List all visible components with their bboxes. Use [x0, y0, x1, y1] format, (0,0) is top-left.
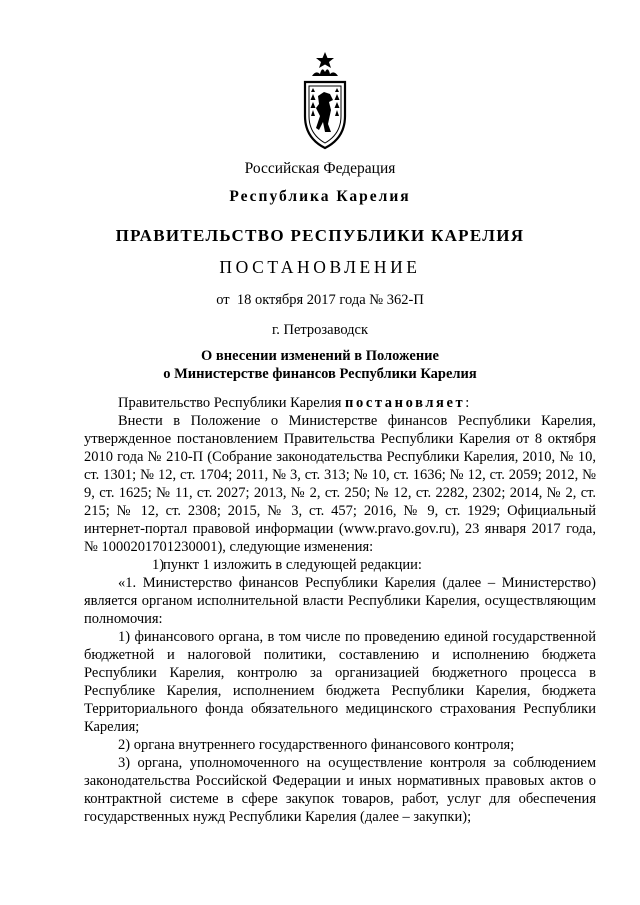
issuing-city: г. Петрозаводск — [271, 322, 369, 338]
paragraph-point-3: 3) органа, уполномоченного на осуществление контроля за соблюдением законодательства Российской Федерации и иных нормативных правовых актов о контрактной системе в сфере закупок товаров, работ, услуг для обеспечения государственных нужд Республики Карелия (далее – закупки); — [84, 755, 596, 825]
paragraph-amendment: Внести в Положение о Министерстве финансов Республики Карелия, утвержденное постановлением Правительства Республики Карелия от 8 октября 2010 года № 210-П (Собрание законодательства Республики Карелия, 2010, № 10, ст. 1301; № 12, ст. 1704; 2011, № 3, ст. 313; № 10, ст. 1636; № 12, ст. 2059; 2012, № 9, ст. 1625; № 11, ст. 2027; 2013, № 2, ст. 250; № 12, ст. 2282, 2302; 2014, № 2, ст. 215; № 12, ст. 2308; 2015, № 3, ст. 457; 2016, № 9, ст. 1929; Официальный интернет-портал правовой информации (www.pravo.gov.ru), 23 января 2017 года, № 1000201701230001), следующие изменения: — [84, 413, 596, 555]
subject-line-1: О внесении изменений в Положение — [201, 348, 439, 364]
paragraph-point-1: 1) финансового органа, в том числе по проведению единой государственной бюджетной и налоговой политики, составлению и исполнению бюджета Республики Карелия, контролю за организацией бюджетного процесса в Республике Карелия, исполнением бюджета Республики Карелия, бюджета Территориального фонда обязательного медицинского страхования Республики Карелия; — [84, 629, 596, 735]
country-name: Российская Федерация — [244, 160, 396, 177]
intro-prefix: Правительство Республики Карелия — [118, 395, 346, 411]
list-item-number: 1) — [152, 557, 165, 573]
paragraph-ministry: «1. Министерство финансов Республики Карелия (далее – Министерство) является органом исполнительной власти Республики Карелия, осуществляющим полномочия: — [84, 575, 596, 627]
coat-of-arms-emblem — [302, 52, 348, 152]
republic-name: Республика Карелия — [229, 188, 411, 205]
document-date-number: от 18 октября 2017 года № 362-П — [216, 292, 424, 308]
document-type: ПОСТАНОВЛЕНИЕ — [219, 257, 421, 277]
intro-paragraph — [84, 394, 596, 412]
list-item-text: пункт 1 изложить в следующей редакции: — [163, 557, 422, 573]
subject-line-2: о Министерстве финансов Республики Карелия — [163, 366, 477, 382]
document-subject — [0, 347, 640, 383]
intro-keyword: постановляет — [345, 395, 466, 411]
intro-suffix: : — [465, 395, 470, 411]
issuing-authority: ПРАВИТЕЛЬСТВО РЕСПУБЛИКИ КАРЕЛИЯ — [115, 226, 525, 245]
list-item-1 — [84, 556, 596, 574]
paragraph-point-2: 2) органа внутреннего государственного финансового контроля; — [118, 737, 515, 753]
document-body — [84, 394, 596, 826]
